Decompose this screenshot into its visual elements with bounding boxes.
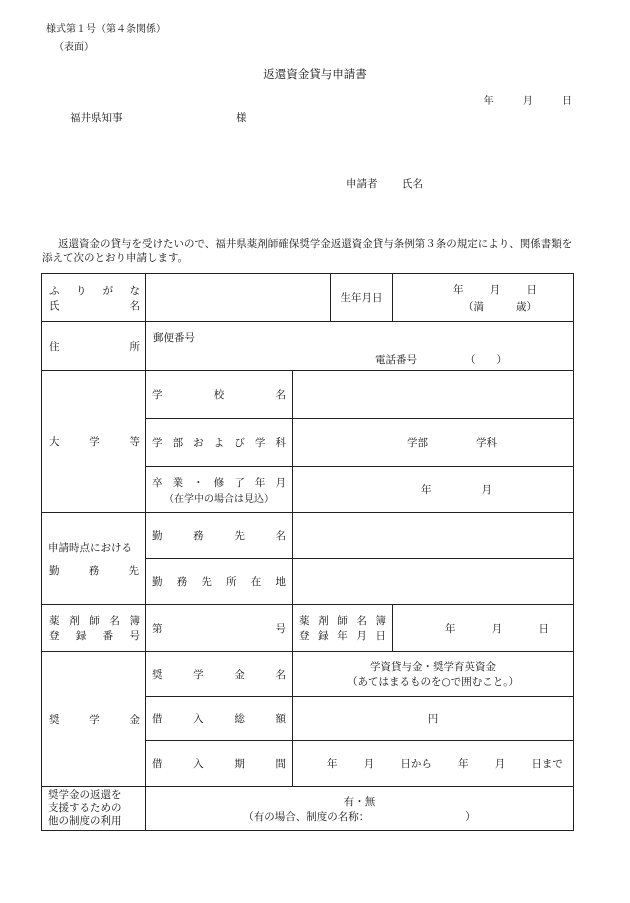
workplace-address-label: 勤 務 先 所 在 地 <box>152 576 286 588</box>
birth-date-input[interactable]: 年 月 日 （満 歳） <box>393 274 574 322</box>
page-title: 返還資金貸与申請書 <box>263 67 367 81</box>
university-label: 大 学 等 <box>49 436 140 448</box>
graduation-sub-label: （在学中の場合は見込） <box>164 493 274 505</box>
registry-label-1: 薬 剤 師 名 簿 <box>49 615 140 627</box>
application-table <box>41 273 574 831</box>
scholarship-name-note: （あてはまるものを○で囲むこと。） <box>347 676 519 688</box>
workplace-address-label-cell <box>146 559 293 605</box>
row-workplace-name <box>42 513 574 559</box>
date-month: 月 <box>522 96 533 107</box>
faculty-input[interactable]: 学部 学科 <box>293 419 574 467</box>
side-label: （表面） <box>54 42 94 53</box>
name-label: 氏 名 <box>49 299 140 312</box>
honorific: 様 <box>236 112 247 124</box>
name-input[interactable] <box>146 274 331 322</box>
registry-label-cell <box>42 605 146 652</box>
workplace-name-label: 勤 務 先 名 <box>152 530 286 542</box>
employment-label-2: 勤 務 先 <box>49 564 139 577</box>
faculty-label: 学 部 お よ び 学 科 <box>152 437 286 449</box>
applicant-name-label[interactable]: 氏名 <box>402 178 423 190</box>
row-scholarship-name <box>42 652 574 697</box>
loan-total-label-cell <box>146 697 293 741</box>
school-name-label: 学 校 名 <box>152 389 286 401</box>
loan-total-input[interactable] <box>293 697 574 741</box>
other-label-1: 奨学金の返還を <box>48 789 122 801</box>
registry-date-label-cell <box>293 605 393 652</box>
workplace-name-label-cell <box>146 513 293 559</box>
employment-label-cell <box>42 513 146 605</box>
registry-number-input[interactable]: 第 号 <box>146 605 293 652</box>
university-label-cell <box>42 371 146 513</box>
scholarship-label: 奨 学 金 <box>49 713 140 726</box>
other-label-2: 支援するための <box>48 802 122 814</box>
scholarship-name-label-cell <box>146 652 293 697</box>
scholarship-name-value: 学資貸与金・奨学育英資金 <box>370 661 496 673</box>
intro-text: 返還資金の貸与を受けたいので、福井県薬剤師確保奨学金返還資金貸与条例第３条の規定により、関係書類を添えて次のとおり申請します。 <box>42 238 573 264</box>
registry-date-label-1: 薬 剤 師 名 簿 <box>299 615 386 627</box>
graduation-input[interactable]: 年 月 <box>293 467 574 513</box>
school-name-input[interactable] <box>293 371 574 419</box>
loan-period-label: 借 入 期 間 <box>152 758 286 770</box>
graduation-label: 卒 業 ・ 修 了 年 月 <box>152 476 286 489</box>
other-note-close: ） <box>465 810 476 823</box>
other-system-label-cell <box>42 787 146 831</box>
workplace-name-input[interactable] <box>293 513 574 559</box>
name-label-cell <box>42 274 146 322</box>
address-label-cell <box>42 322 146 371</box>
loan-total-label: 借 入 総 額 <box>152 713 286 725</box>
address-input[interactable] <box>146 322 574 371</box>
form-number: 様式第１号（第４条関係） <box>46 24 166 35</box>
registry-label-2: 登 録 番 号 <box>49 630 140 642</box>
date-year: 年 <box>483 96 494 107</box>
graduation-label-cell <box>146 467 293 513</box>
row-name <box>42 274 574 322</box>
furigana-label: ふ り が な <box>49 284 140 297</box>
row-registry <box>42 605 574 652</box>
school-name-label-cell <box>146 371 293 419</box>
address-label: 住 所 <box>49 340 140 353</box>
other-system-input[interactable] <box>146 787 574 831</box>
faculty-label-cell <box>146 419 293 467</box>
loan-period-input[interactable]: 年 月 日から 年 月 日まで <box>293 741 574 787</box>
scholarship-name-input[interactable] <box>293 652 574 697</box>
workplace-address-input[interactable] <box>293 559 574 605</box>
other-note-open: （有の場合、制度の名称： <box>243 810 370 823</box>
postal-label: 郵便番号 <box>153 332 195 344</box>
row-address <box>42 322 574 371</box>
birth-label: 生年月日 <box>331 274 393 322</box>
employment-label-1: 申請時点における <box>48 541 132 554</box>
application-date[interactable] <box>458 92 572 107</box>
loan-total-unit: 円 <box>427 713 439 725</box>
scholarship-label-cell <box>42 652 146 787</box>
phone-paren: （ ） <box>465 354 507 366</box>
registry-date-label-2: 登 録 年 月 日 <box>299 630 386 642</box>
other-system-value: 有・無 <box>343 795 376 808</box>
applicant-label: 申請者 <box>346 178 378 190</box>
phone-label: 電話番号 <box>375 354 417 366</box>
other-label-3: 他の制度の利用 <box>48 815 122 827</box>
date-day: 日 <box>562 96 572 107</box>
row-school <box>42 371 574 419</box>
loan-period-label-cell <box>146 741 293 787</box>
registry-date-input[interactable]: 年 月 日 <box>393 605 574 652</box>
row-other-system <box>42 787 574 831</box>
recipient: 福井県知事 <box>70 112 123 124</box>
scholarship-name-label: 奨 学 金 名 <box>152 668 286 681</box>
